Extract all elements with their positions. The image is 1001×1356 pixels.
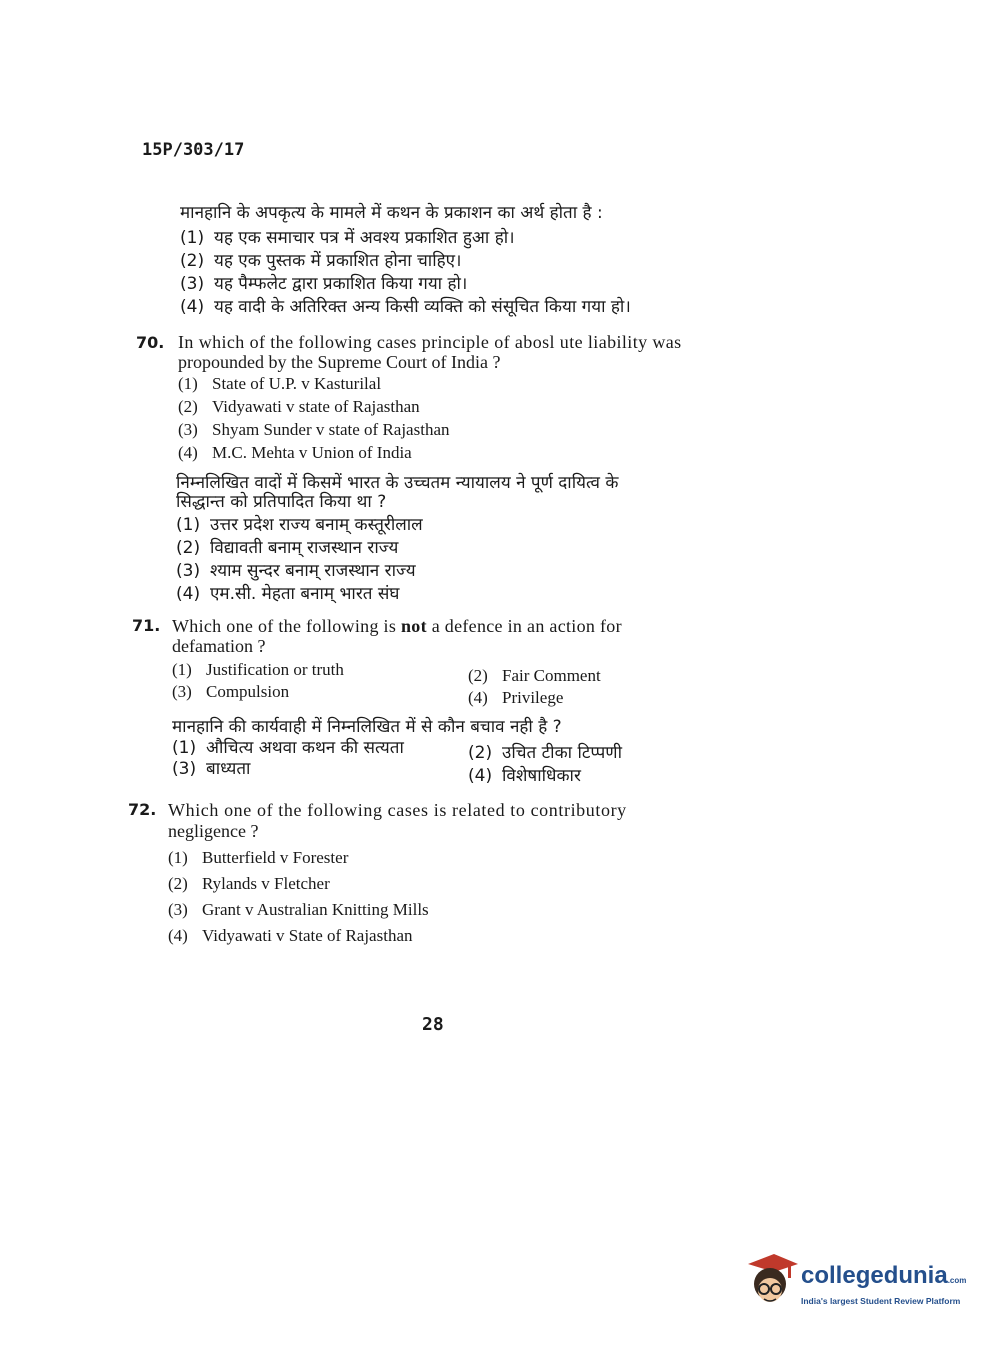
page-number: 28 (422, 1014, 444, 1035)
q70-option: (3) Shyam Sunder v state of Rajasthan (178, 420, 450, 439)
q70-hindi-option: (4) एम.सी. मेहता बनाम् भारत संघ (176, 584, 400, 604)
collegedunia-logo (744, 1252, 969, 1314)
q71-hindi-option: (3) बाध्यता (172, 759, 251, 779)
q70-option: (2) Vidyawati v state of Rajasthan (178, 397, 420, 416)
q71-option: (3) Compulsion (172, 682, 290, 701)
q71-option: (2) Fair Comment (468, 666, 601, 685)
q70-hindi-stem: सिद्धान्त को प्रतिपादित किया था ? (176, 492, 387, 512)
q69-hindi-option: (1) यह एक समाचार पत्र में अवश्य प्रकाशित हुआ हो। (180, 228, 515, 248)
q71-stem: Which one of the following is not a defence in an action for (172, 616, 622, 636)
q72-option: (4) Vidyawati v State of Rajasthan (168, 926, 413, 945)
logo-wordmark: collegedunia.com (801, 1262, 967, 1289)
q69-hindi-option: (2) यह एक पुस्तक में प्रकाशित होना चाहिए। (180, 251, 462, 271)
q69-hindi-option: (4) यह वादी के अतिरिक्त अन्य किसी व्यक्ति को संसूचित किया गया हो। (180, 297, 631, 317)
q71-hindi-option: (4) विशेषाधिकार (468, 766, 581, 786)
q70-option: (4) M.C. Mehta v Union of India (178, 443, 412, 462)
q71-hindi-stem: मानहानि की कार्यवाही में निम्नलिखित में से कौन बचाव नही है ? (172, 717, 562, 737)
q70-stem: propounded by the Supreme Court of India ? (178, 352, 501, 372)
q70-option: (1) State of U.P. v Kasturilal (178, 374, 382, 393)
question-number: 72. (128, 800, 157, 819)
q72-stem: Which one of the following cases is related to contributory (168, 800, 627, 820)
q70-hindi-option: (2) विद्यावती बनाम् राजस्थान राज्य (176, 538, 399, 558)
q72-option: (3) Grant v Australian Knitting Mills (168, 900, 429, 919)
graduate-mascot-icon (744, 1252, 798, 1312)
q71-option: (4) Privilege (468, 688, 564, 707)
question-number: 70. (136, 333, 165, 352)
q71-hindi-option: (1) औचित्य अथवा कथन की सत्यता (172, 738, 404, 758)
q70-hindi-stem: निम्नलिखित वादों में किसमें भारत के उच्चतम न्यायालय ने पूर्ण दायित्व के (176, 473, 619, 493)
q69-hindi-option: (3) यह पैम्फलेट द्वारा प्रकाशित किया गया हो। (180, 274, 468, 294)
q72-stem: negligence ? (168, 821, 259, 841)
q72-option: (1) Butterfield v Forester (168, 848, 349, 867)
q69-hindi-stem: मानहानि के अपकृत्य के मामले में कथन के प्रकाशन का अर्थ होता है : (180, 203, 603, 223)
question-number: 71. (132, 616, 161, 635)
logo-tagline: India's largest Student Review Platform (801, 1296, 961, 1306)
q71-option: (1) Justification or truth (172, 660, 344, 679)
paper-code: 15P/303/17 (142, 140, 245, 160)
q70-stem: In which of the following cases principle of abosl ute liability was (178, 332, 682, 352)
q72-option: (2) Rylands v Fletcher (168, 874, 330, 893)
q71-hindi-option: (2) उचित टीका टिप्पणी (468, 743, 622, 763)
q70-hindi-option: (3) श्याम सुन्दर बनाम् राजस्थान राज्य (176, 561, 416, 581)
q71-stem: defamation ? (172, 636, 266, 656)
q70-hindi-option: (1) उत्तर प्रदेश राज्य बनाम् कस्तूरीलाल (176, 515, 423, 535)
